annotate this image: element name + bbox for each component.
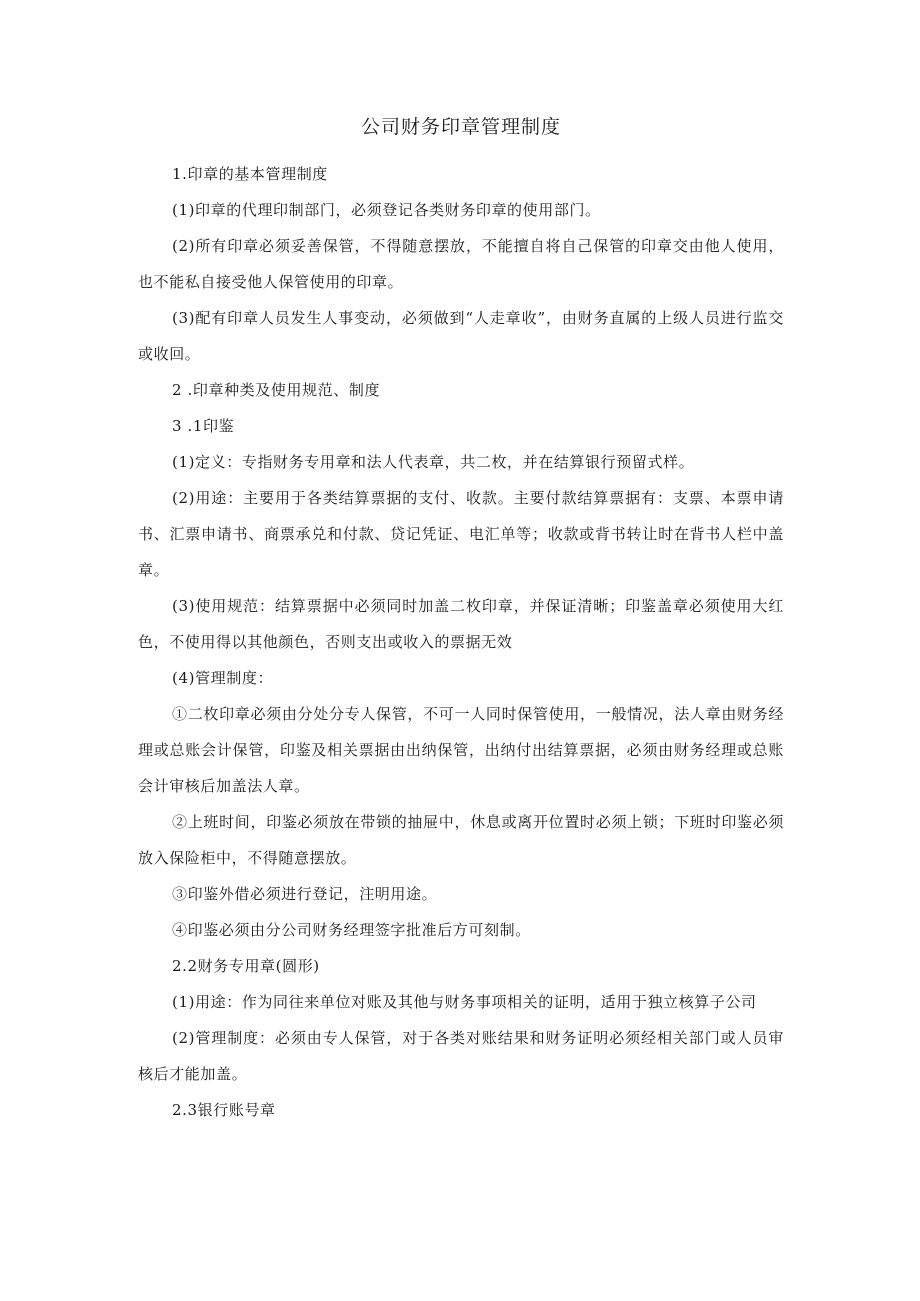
paragraph: (1)用途：作为同往来单位对账及其他与财务事项相关的证明，适用于独立核算子公司 bbox=[172, 993, 757, 1011]
paragraph: (2)用途：主要用于各类结算票据的支付、收款。主要付款结算票据有：支票、本票申请书、汇票申请书、商票承兑和付款、贷记凭证、电汇单等；收款或背书转让时在背书人栏中盖章。 bbox=[138, 489, 784, 579]
list-item: ②上班时间，印鉴必须放在带锁的抽屉中，休息或离开位置时必须上锁；下班时印鉴必须放入保险柜中，不得随意摆放。 bbox=[138, 813, 784, 867]
list-item: ④印鉴必须由分公司财务经理签字批准后方可刻制。 bbox=[172, 921, 531, 939]
paragraph: (2)管理制度：必须由专人保管，对于各类对账结果和财务证明必须经相关部门或人员审核后才能加盖。 bbox=[138, 1029, 784, 1083]
subsection-heading: 2.3银行账号章 bbox=[172, 1101, 276, 1119]
paragraph: (4)管理制度： bbox=[172, 669, 274, 687]
list-item: ①二枚印章必须由分处分专人保管，不可一人同时保管使用，一般情况，法人章由财务经理或总账会计保管，印鉴及相关票据由出纳保管，出纳付出结算票据，必须由财务经理或总账会计审核后加盖法人章。 bbox=[138, 705, 784, 795]
list-item: ③印鉴外借必须进行登记，注明用途。 bbox=[172, 885, 438, 903]
subsection-heading: 3 .1印鉴 bbox=[172, 417, 235, 435]
section-heading: 2 .印章种类及使用规范、制度 bbox=[172, 381, 381, 399]
document-page bbox=[138, 112, 784, 1128]
paragraph: (1)印章的代理印制部门，必须登记各类财务印章的使用部门。 bbox=[172, 201, 601, 219]
document-title: 公司财务印章管理制度 bbox=[360, 116, 561, 138]
paragraph: (2)所有印章必须妥善保管，不得随意摆放，不能擅自将自己保管的印章交由他人使用，也不能私自接受他人保管使用的印章。 bbox=[138, 237, 784, 291]
paragraph: (1)定义：专指财务专用章和法人代表章，共二枚，并在结算银行预留式样。 bbox=[172, 453, 695, 471]
paragraph: (3)使用规范：结算票据中必须同时加盖二枚印章，并保证清晰；印鉴盖章必须使用大红色，不使用得以其他颜色，否则支出或收入的票据无效 bbox=[138, 597, 784, 651]
paragraph: (3)配有印章人员发生人事变动，必须做到“人走章收”，由财务直属的上级人员进行监交或收回。 bbox=[138, 309, 784, 363]
subsection-heading: 2.2财务专用章(圆形) bbox=[172, 957, 320, 975]
section-heading: 1.印章的基本管理制度 bbox=[172, 165, 328, 183]
